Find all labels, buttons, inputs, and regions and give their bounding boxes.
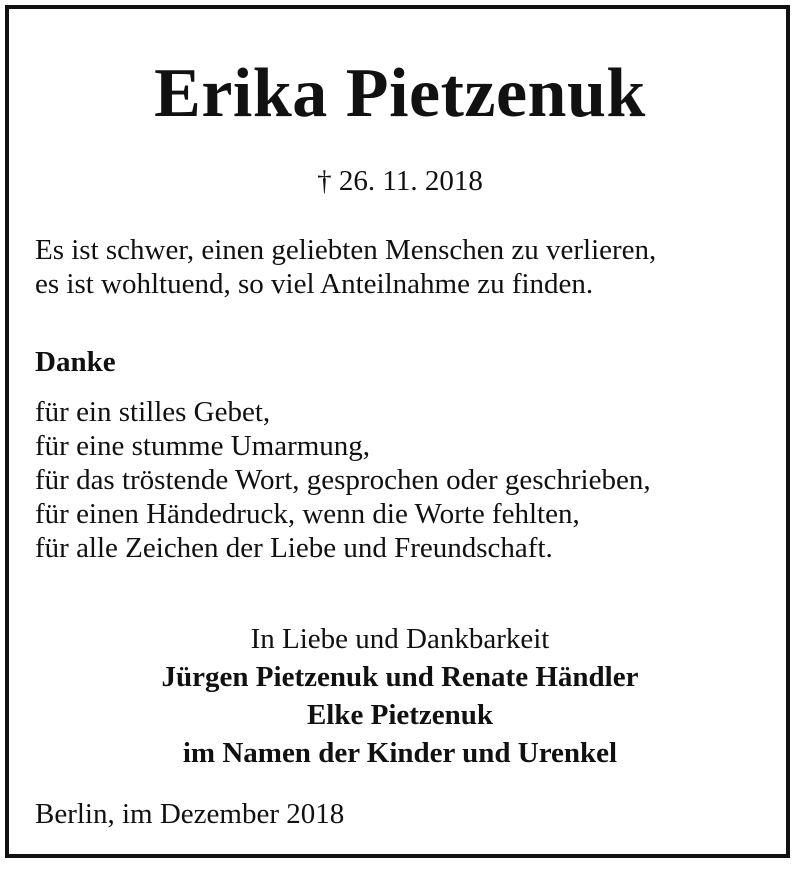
intro-line: Es ist schwer, einen geliebten Menschen zu verlieren, (35, 234, 657, 266)
thanks-line: für alle Zeichen der Liebe und Freundschaft. (35, 532, 553, 564)
thanks-line: für einen Händedruck, wenn die Worte fehlten, (35, 498, 580, 530)
signer-line: Elke Pietzenuk (306, 699, 494, 731)
signature-block (0, 620, 800, 772)
thanks-list (35, 395, 775, 565)
signer-line: im Namen der Kinder und Urenkel (182, 737, 618, 769)
intro-line: es ist wohltuend, so viel Anteilnahme zu finden. (35, 268, 594, 300)
intro-text (35, 233, 775, 301)
thanks-line: für eine stumme Umarmung, (35, 430, 371, 462)
thanks-line: für das tröstende Wort, gesprochen oder geschrieben, (35, 464, 651, 496)
place-date: Berlin, im Dezember 2018 (35, 798, 345, 830)
deceased-name: Erika Pietzenuk (154, 55, 646, 132)
death-date: † 26. 11. 2018 (317, 165, 483, 197)
dedication: In Liebe und Dankbarkeit (250, 623, 550, 655)
thanks-heading: Danke (35, 346, 116, 378)
signer-line: Jürgen Pietzenuk und Renate Händler (161, 661, 639, 693)
thanks-line: für ein stilles Gebet, (35, 396, 271, 428)
